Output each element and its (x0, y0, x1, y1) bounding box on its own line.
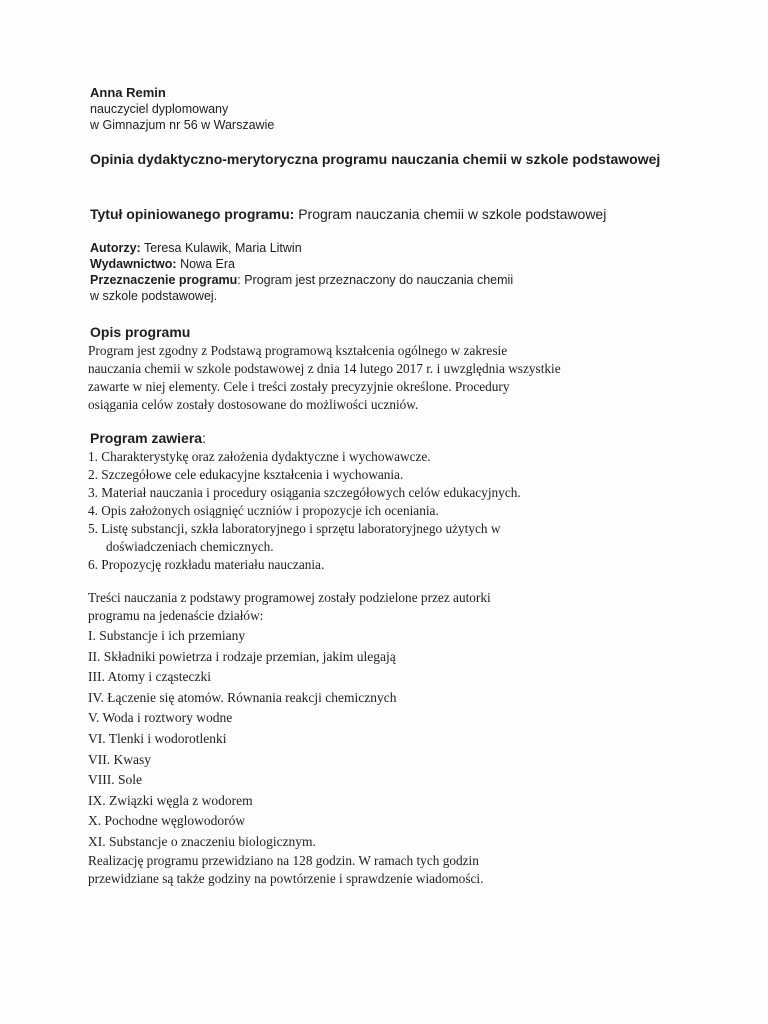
program-meta (90, 240, 513, 304)
program-title-label: Tytuł opiniowanego programu: (90, 206, 295, 222)
author-name: Anna Remin (90, 85, 166, 100)
purpose-value: : Program jest przeznaczony do nauczania chemii (237, 273, 514, 287)
purpose-row (90, 272, 513, 288)
chapter-item: XI. Substancje o znaczeniu biologicznym. (88, 833, 316, 849)
chapter-item: X. Pochodne węglowodorów (88, 813, 246, 829)
division-intro-line: Treści nauczania z podstawy programowej zostały podzielone przez autorki (88, 590, 491, 605)
authors-value: Teresa Kulawik, Maria Litwin (143, 241, 302, 255)
document-title: Opinia dydaktyczno-merytoryczna programu nauczania chemii w szkole podstawowej (90, 151, 661, 167)
author-school: w Gimnazjum nr 56 w Warszawie (90, 118, 275, 132)
chapter-item: V. Woda i roztwory wodne (88, 710, 233, 726)
author-title: nauczyciel dyplomowany (90, 102, 229, 116)
chapter-item: IV. Łączenie się atomów. Równania reakcji chemicznych (88, 689, 397, 705)
program-title (90, 205, 606, 223)
list-item: 2. Szczegółowe cele edukacyjne kształcenia i wychowania. (88, 467, 404, 482)
closing-line: Realizację programu przewidziano na 128 godzin. W ramach tych godzin (88, 853, 479, 868)
list-item: 1. Charakterystykę oraz założenia dydaktyczne i wychowawcze. (88, 449, 431, 464)
description-heading: Opis programu (90, 324, 191, 340)
author-header (90, 84, 274, 133)
publisher-row (90, 256, 513, 272)
division-intro-line: programu na jedenaście działów: (88, 608, 264, 623)
closing-paragraph (88, 852, 483, 888)
chapter-item: VI. Tlenki i wodorotlenki (88, 730, 227, 746)
closing-line: przewidziane są także godziny na powtórzenie i sprawdzenie wiadomości. (88, 871, 484, 886)
list-item: 6. Propozycję rozkładu materiału nauczania. (88, 557, 325, 572)
chapter-item: VII. Kwasy (88, 751, 151, 767)
authors-row (90, 240, 513, 256)
division-intro (88, 589, 491, 625)
description-line: zawarte w niej elementy. Cele i treści zostały precyzyjnie określone. Procedury (88, 379, 510, 394)
purpose-label: Przeznaczenie programu (90, 273, 238, 287)
chapter-list (88, 626, 397, 853)
list-item: 3. Materiał nauczania i procedury osiągania szczegółowych celów edukacyjnych. (88, 485, 521, 500)
list-item-continued-text: doświadczeniach chemicznych. (106, 539, 274, 554)
description-line: nauczania chemii w szkole podstawowej z dnia 14 lutego 2017 r. i uwzględnia wszystkie (88, 361, 561, 376)
authors-label: Autorzy: (90, 241, 141, 255)
publisher-value: Nowa Era (180, 257, 235, 271)
chapter-item: II. Składniki powietrza i rodzaje przemian, jakim ulegają (88, 648, 396, 664)
description-line: Program jest zgodny z Podstawą programową kształcenia ogólnego w zakresie (88, 343, 508, 358)
contents-list (88, 448, 521, 574)
contents-heading (90, 429, 206, 447)
list-item: 5. Listę substancji, szkła laboratoryjnego i sprzętu laboratoryjnego użytych w (88, 521, 501, 536)
contents-heading-colon: : (202, 430, 206, 446)
list-item-continued (88, 538, 521, 556)
program-title-value: Program nauczania chemii w szkole podstawowej (298, 206, 607, 222)
description-paragraph (88, 342, 561, 414)
chapter-item: VIII. Sole (88, 772, 142, 788)
chapter-item: I. Substancje i ich przemiany (88, 628, 246, 643)
contents-heading-text: Program zawiera (90, 430, 203, 446)
list-item: 4. Opis założonych osiągnięć uczniów i propozycje ich oceniania. (88, 503, 439, 518)
chapter-item: IX. Związki węgla z wodorem (88, 792, 253, 808)
description-line: osiągania celów zostały dostosowane do możliwości uczniów. (88, 397, 419, 412)
chapter-item: III. Atomy i cząsteczki (88, 669, 211, 685)
publisher-label: Wydawnictwo: (90, 257, 177, 271)
purpose-row-continued: w szkole podstawowej. (90, 289, 218, 303)
